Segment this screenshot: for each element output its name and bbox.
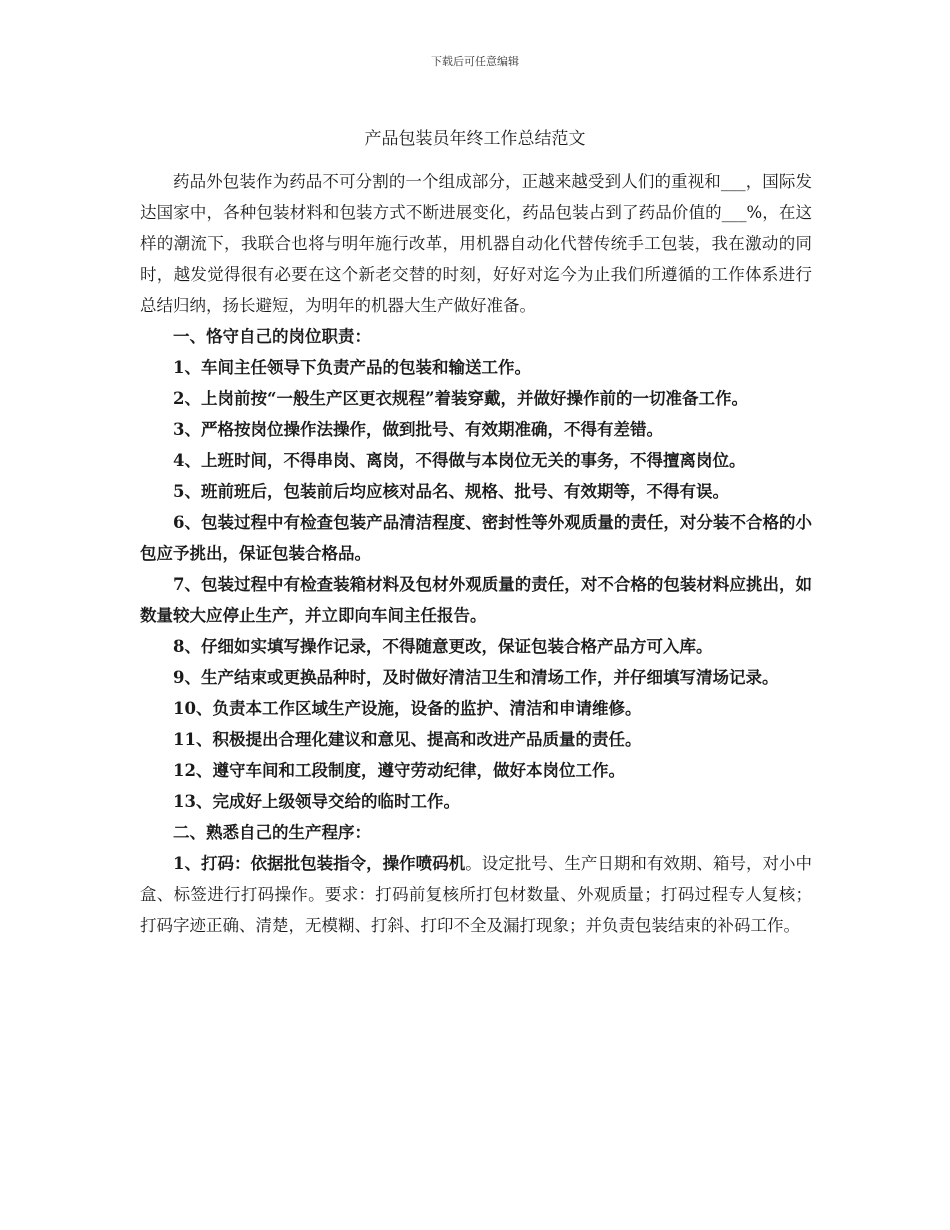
section1-heading: 一、恪守自己的岗位职责：	[173, 327, 371, 346]
section2-item-1	[140, 848, 812, 941]
section1-item: 1、车间主任领导下负责产品的包装和输送工作。	[173, 358, 531, 377]
section1-item: 7、包装过程中有检查装箱材料及包材外观质量的责任，对不合格的包装材料应挑出，如数量较大应停止生产，并立即向车间主任报告。	[140, 575, 812, 625]
section1-item: 8、仔细如实填写操作记录，不得随意更改，保证包装合格产品方可入库。	[173, 637, 713, 656]
section1-item: 12、遵守车间和工段制度，遵守劳动纪律，做好本岗位工作。	[173, 761, 625, 780]
section1-item: 10、负责本工作区域生产设施，设备的监护、清洁和申请维修。	[173, 699, 642, 718]
section1-item: 6、包装过程中有检查包装产品清洁程度、密封性等外观质量的责任，对分装不合格的小包应予挑出，保证包装合格品。	[140, 513, 812, 563]
intro-paragraph: 药品外包装作为药品不可分割的一个组成部分，正越来越受到人们的重视和___，国际发达国家中，各种包装材料和包装方式不断进展变化，药品包装占到了药品价值的___%，在这样的潮流下，我联合也将与明年施行改革，用机器自动化代替传统手工包装，我在激动的同时，越发觉得很有必要在这个新老交替的时刻，好好对迄今为止我们所遵循的工作体系进行总结归纳，扬长避短，为明年的机器大生产做好准备。	[140, 172, 812, 315]
document-title: 产品包装员年终工作总结范文	[364, 129, 586, 149]
section2-item-1-detail: 。设定批号、生产日期和有效期、箱号，对小中盒、标签进行打码操作。要求：打码前复核所打包材数量、外观质量；打码过程专人复核；打码字迹正确、清楚，无模糊、打斜、打印不全及漏打现象；并负责包装结束的补码工作。	[140, 854, 813, 935]
document-body	[140, 166, 812, 941]
section1-item: 2、上岗前按“一般生产区更衣规程”着装穿戴，并做好操作前的一切准备工作。	[173, 389, 748, 408]
section1-item: 4、上班时间，不得串岗、离岗，不得做与本岗位无关的事务，不得擅离岗位。	[173, 451, 746, 470]
section1-item: 13、完成好上级领导交给的临时工作。	[173, 792, 460, 811]
section2-item-1-lead: 1、打码：依据批包装指令，操作喷码机	[173, 854, 466, 873]
section1-item: 11、积极提出合理化建议和意见、提高和改进产品质量的责任。	[173, 730, 642, 749]
page-header-note: 下载后可任意编辑	[431, 55, 519, 68]
section1-item: 5、班前班后，包装前后均应核对品名、规格、批号、有效期等，不得有误。	[173, 482, 729, 501]
section2-heading: 二、熟悉自己的生产程序：	[173, 823, 371, 842]
section1-item: 9、生产结束或更换品种时，及时做好清洁卫生和清场工作，并仔细填写清场记录。	[173, 668, 779, 687]
section1-item: 3、严格按岗位操作法操作，做到批号、有效期准确，不得有差错。	[173, 420, 663, 439]
